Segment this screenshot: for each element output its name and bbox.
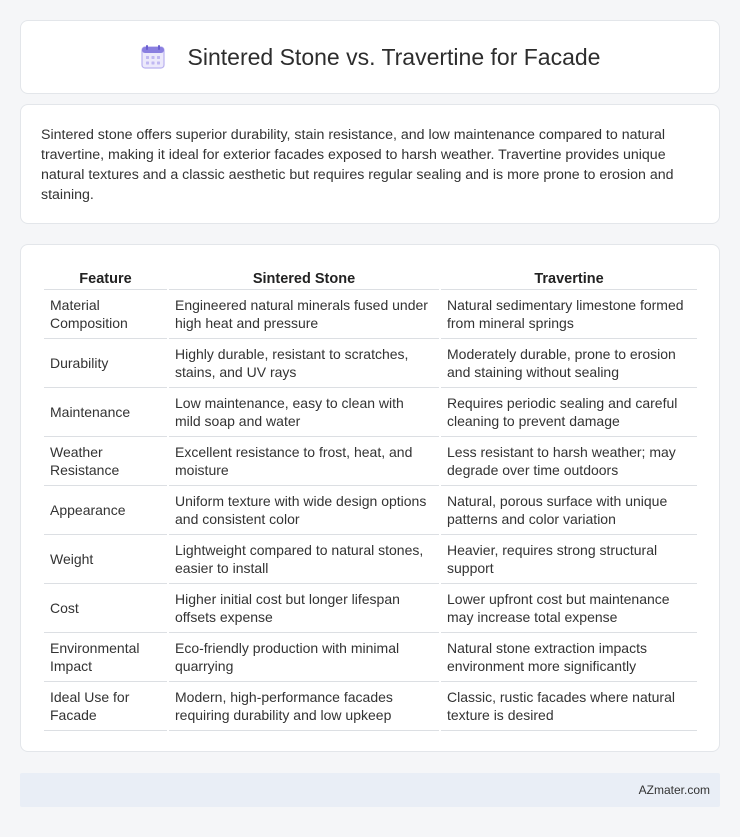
- feature-cell: Cost: [44, 584, 167, 633]
- header-card: [20, 20, 720, 94]
- travertine-cell: Natural, porous surface with unique patterns and color variation: [441, 486, 697, 535]
- table-row: [44, 290, 697, 339]
- sintered-stone-cell: Higher initial cost but longer lifespan offsets expense: [169, 584, 439, 633]
- footer: [20, 773, 720, 807]
- table-row: [44, 486, 697, 535]
- sintered-stone-cell: Highly durable, resistant to scratches, stains, and UV rays: [169, 339, 439, 388]
- sintered-stone-cell: Uniform texture with wide design options and consistent color: [169, 486, 439, 535]
- travertine-cell: Natural stone extraction impacts environment more significantly: [441, 633, 697, 682]
- table-header-row: [44, 265, 697, 290]
- table-row: [44, 682, 697, 731]
- summary-text: Sintered stone offers superior durability, stain resistance, and low maintenance compared to natural travertine, making it ideal for exterior facades exposed to harsh weather. Travertine provides unique natural textures and a classic aesthetic but requires regular sealing and is more prone to erosion and staining.: [41, 127, 674, 203]
- travertine-cell: Natural sedimentary limestone formed from mineral springs: [441, 290, 697, 339]
- travertine-cell: Less resistant to harsh weather; may degrade over time outdoors: [441, 437, 697, 486]
- feature-cell: Material Composition: [44, 290, 167, 339]
- table-row: [44, 633, 697, 682]
- sintered-stone-cell: Engineered natural minerals fused under high heat and pressure: [169, 290, 439, 339]
- header-travertine: Travertine: [441, 265, 697, 290]
- feature-cell: Ideal Use for Facade: [44, 682, 167, 731]
- header-sintered-stone: Sintered Stone: [169, 265, 439, 290]
- travertine-cell: Heavier, requires strong structural support: [441, 535, 697, 584]
- sintered-stone-cell: Eco-friendly production with minimal quarrying: [169, 633, 439, 682]
- feature-cell: Environmental Impact: [44, 633, 167, 682]
- table-row: [44, 584, 697, 633]
- comparison-table: [42, 265, 699, 731]
- feature-cell: Appearance: [44, 486, 167, 535]
- page-title: Sintered Stone vs. Travertine for Facade: [187, 43, 601, 70]
- summary-card: [20, 104, 720, 224]
- comparison-table-card: [20, 244, 720, 752]
- feature-cell: Maintenance: [44, 388, 167, 437]
- travertine-cell: Classic, rustic facades where natural texture is desired: [441, 682, 697, 731]
- header-feature: Feature: [44, 265, 167, 290]
- table-row: [44, 388, 697, 437]
- sintered-stone-cell: Modern, high-performance facades requiring durability and low upkeep: [169, 682, 439, 731]
- sintered-stone-cell: Low maintenance, easy to clean with mild soap and water: [169, 388, 439, 437]
- feature-cell: Durability: [44, 339, 167, 388]
- footer-site-link[interactable]: AZmater.com: [638, 783, 710, 797]
- sintered-stone-cell: Excellent resistance to frost, heat, and moisture: [169, 437, 439, 486]
- travertine-cell: Lower upfront cost but maintenance may increase total expense: [441, 584, 697, 633]
- calendar-icon: [140, 44, 166, 70]
- table-row: [44, 437, 697, 486]
- travertine-cell: Moderately durable, prone to erosion and staining without sealing: [441, 339, 697, 388]
- feature-cell: Weather Resistance: [44, 437, 167, 486]
- sintered-stone-cell: Lightweight compared to natural stones, easier to install: [169, 535, 439, 584]
- table-row: [44, 535, 697, 584]
- feature-cell: Weight: [44, 535, 167, 584]
- travertine-cell: Requires periodic sealing and careful cleaning to prevent damage: [441, 388, 697, 437]
- table-row: [44, 339, 697, 388]
